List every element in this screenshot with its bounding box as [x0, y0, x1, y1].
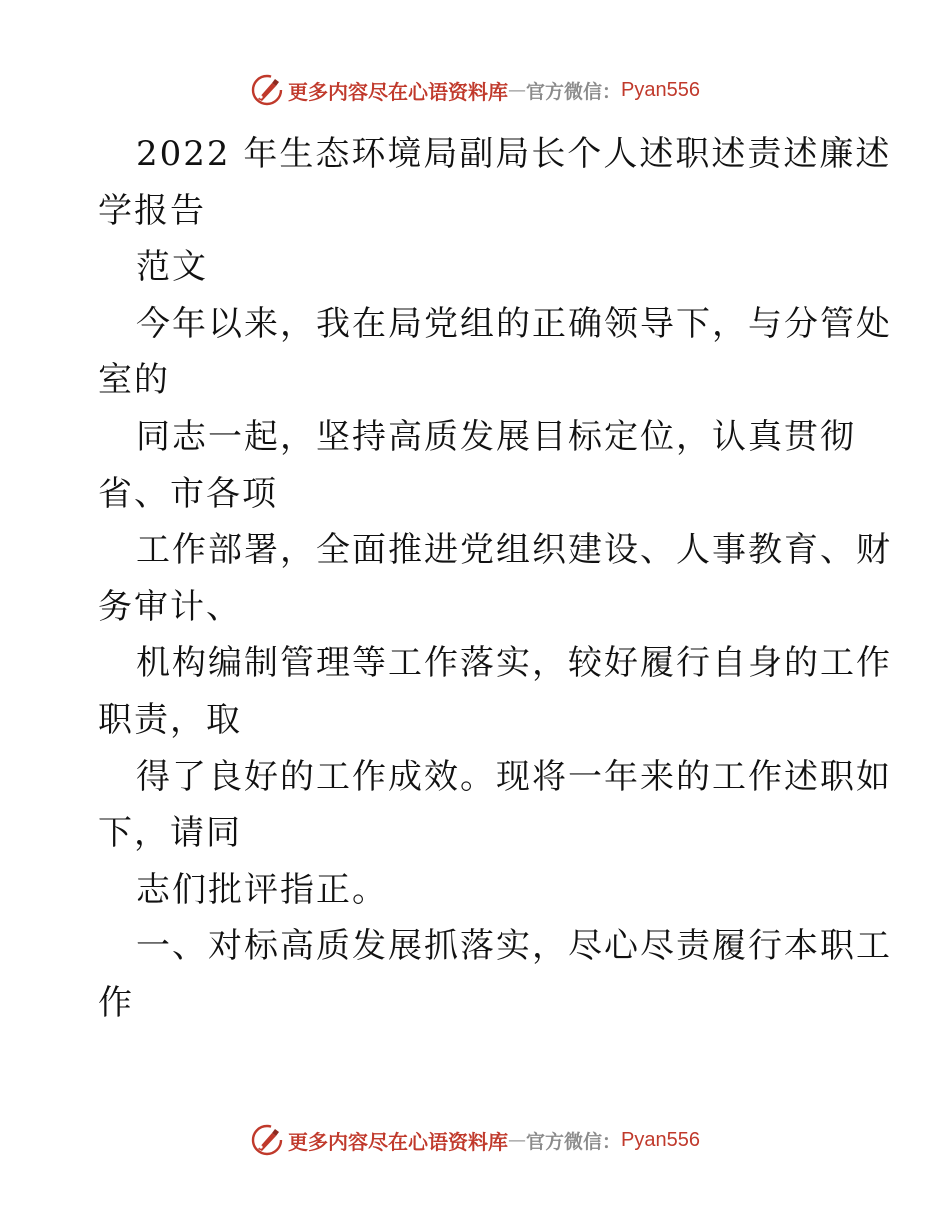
document-line: 务审计、 — [98, 586, 242, 627]
document-line: 2022 年生态环境局副局长个人述职述责述廉述 — [136, 134, 892, 174]
document-line: 一、对标高质发展抓落实，尽心尽责履行本职工 — [136, 926, 892, 967]
watermark-wechat-label: 官方微信： — [526, 80, 622, 103]
watermark-site-text: 更多内容尽在心语资料库 — [288, 1129, 508, 1154]
pen-logo-icon — [250, 1123, 284, 1157]
document-line: 今年以来，我在局党组的正确领导下，与分管处 — [136, 303, 892, 344]
watermark-wechat-id: Pyan556 — [621, 1128, 700, 1151]
document-line: 工作部署，全面推进党组织建设、人事教育、财 — [136, 530, 892, 571]
pen-logo-icon — [250, 73, 284, 107]
document-line: 得了良好的工作成效。现将一年来的工作述职如 — [136, 756, 892, 797]
watermark-dash: — — [508, 79, 526, 101]
watermark-banner-top — [0, 70, 950, 110]
document-line: 范文 — [136, 247, 208, 288]
watermark-wechat-id: Pyan556 — [621, 78, 700, 101]
document-line: 室的 — [98, 360, 170, 401]
document-line: 职责，取 — [98, 699, 242, 740]
watermark-dash: — — [508, 1129, 526, 1151]
document-line: 机构编制管理等工作落实，较好履行自身的工作 — [136, 643, 892, 684]
watermark-site-text: 更多内容尽在心语资料库 — [288, 79, 508, 104]
document-line: 省、市各项 — [98, 473, 278, 514]
watermark-wechat-label: 官方微信： — [526, 1130, 622, 1153]
document-line: 同志一起，坚持高质发展目标定位，认真贯彻 — [136, 416, 856, 457]
document-line: 志们批评指正。 — [136, 869, 388, 910]
watermark-banner-bottom — [0, 1120, 950, 1160]
document-line: 学报告 — [98, 190, 206, 231]
document-body — [98, 126, 892, 1032]
document-line: 作 — [98, 982, 134, 1023]
document-line: 下，请同 — [98, 813, 242, 854]
